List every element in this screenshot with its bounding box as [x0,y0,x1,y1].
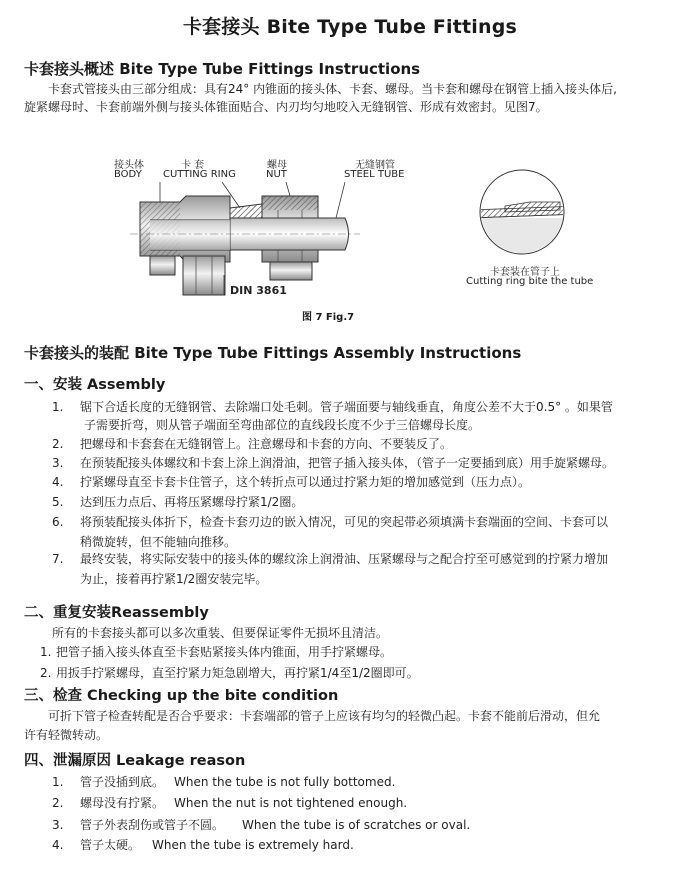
item-number: 2. [52,437,64,451]
figure-7 [0,150,700,325]
label-ring-en: CUTTING RING [163,169,236,180]
check-line-2: 许有轻微转动。 [24,728,109,742]
check-line-1: 可折下管子检查转配是否合乎要求：卡套端部的管子上应该有均匀的轻微凸起。卡套不能前后滑动，但允 [48,709,601,723]
item-text-continued: 为止，接着再拧紧1/2圈安装完毕。 [80,572,268,586]
item-text-cn: 管子外表刮伤或管子不圆。 [80,818,225,832]
item-text-cn: 管子太硬。 [80,838,141,852]
item-text-continued: 稍微旋转，但不能轴向推移。 [80,535,237,549]
item-text: 把螺母和卡套套在无缝钢管上。注意螺母和卡套的方向、不要装反了。 [80,437,453,451]
label-body-en: BODY [114,169,142,180]
item-text: 把管子插入接头体直至卡套贴紧接头体内锥面，用手拧紧螺母。 [56,645,393,659]
item-text-cn: 管子没插到底。 [80,775,165,789]
assembly-main-heading: 卡套接头的装配 Bite Type Tube Fittings Assembly Instructions [24,344,522,362]
item-text-en: When the tube is extremely hard. [152,838,354,852]
item-text-en: When the nut is not tightened enough. [174,796,408,810]
item-number: 7. [52,552,64,566]
overview-line-2: 旋紧螺母时、卡套前端外侧与接头体锥面贴合、内刃均匀地咬入无缝钢管、形成有效密封。见图7。 [24,100,548,114]
item-number: 2. [40,666,52,680]
item-text: 拧紧螺母直至卡套卡住管子，这个转折点可以通过拧紧力矩的增加感觉到（压力点）。 [80,475,531,489]
label-ring-cn: 卡 套 [181,160,205,171]
item-text-cn: 螺母没有拧紧。 [80,796,165,810]
label-tube-en: STEEL TUBE [344,169,405,180]
din-label: DIN 3861 [230,284,287,297]
item-text: 锯下合适长度的无缝钢管、去除端口处毛刺。管子端面要与轴线垂直，角度公差不大于0.5° 。如果管 [80,400,613,414]
detail-label-cn: 卡套装在管子上 [490,267,560,278]
item-text-en: When the tube is of scratches or oval. [242,818,471,832]
item-text: 最终安装，将实际安装中的接头体的螺纹涂上润滑油、压紧螺母与之配合拧至可感觉到的拧紧力增加 [80,552,609,566]
item-number: 3. [52,456,64,470]
reassembly-intro: 所有的卡套接头都可以多次重装、但要保证零件无损坏且清洁。 [52,626,389,640]
item-number: 2. [52,796,64,810]
item-number: 4. [52,475,64,489]
item-number: 1. [40,645,52,659]
figure-caption: 图 7 Fig.7 [302,312,355,323]
item-number: 6. [52,515,64,529]
check-heading: 三、检查 Checking up the bite condition [24,688,339,704]
item-number: 1. [52,775,64,789]
leakage-heading: 四、泄漏原因 Leakage reason [24,753,246,769]
item-number: 1. [52,400,64,414]
overview-heading: 卡套接头概述 Bite Type Tube Fittings Instructions [24,60,421,78]
detail-label-en: Cutting ring bite the tube [466,276,594,287]
label-body-cn: 接头体 [114,160,144,171]
overview-line-1: 卡套式管接头由三部分组成：具有24° 内锥面的接头体、卡套、螺母。当卡套和螺母在钢管上插入接头体后, [48,82,617,96]
item-number: 5. [52,495,64,509]
label-nut-cn: 螺母 [267,160,287,171]
label-nut-en: NUT [266,169,287,180]
item-text-en: When the tube is not fully bottomed. [174,775,396,789]
item-text: 用扳手拧紧螺母，直至拧紧力矩急剧增大，再拧紧1/4至1/2圈即可。 [56,666,419,680]
label-tube-cn: 无缝钢管 [355,160,395,171]
item-text: 达到压力点后、再将压紧螺母拧紧1/2圈。 [80,495,304,509]
reassembly-heading: 二、重复安装Reassembly [24,605,209,621]
item-text: 将预装配接头体折下，检查卡套刃边的嵌入情况，可见的突起带必须填满卡套端面的空间、卡套可以 [80,515,609,529]
item-text-continued: 子需要折弯，则从管子端面至弯曲部位的直线段长度不少于三倍螺母长度。 [84,418,481,432]
item-number: 3. [52,818,64,832]
assembly-heading: 一、安装 Assembly [24,377,166,393]
item-number: 4. [52,838,64,852]
page-title: 卡套接头 Bite Type Tube Fittings [182,16,518,38]
item-text: 在预装配接头体螺纹和卡套上涂上润滑油，把管子插入接头体，（管子一定要插到底）用手旋紧螺母。 [80,456,615,470]
